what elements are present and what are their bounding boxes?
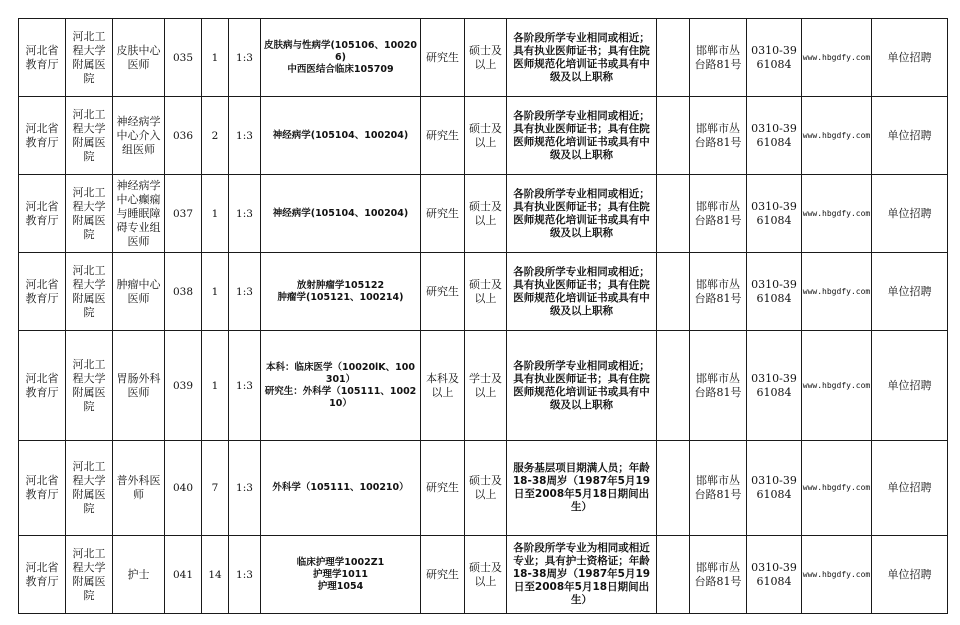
cell-address: 邯郸市丛台路81号 <box>690 253 747 331</box>
cell-department: 河北省教育厅 <box>19 536 66 614</box>
cell-exam-ratio: 1:3 <box>229 331 261 441</box>
cell-note <box>657 253 690 331</box>
cell-address: 邯郸市丛台路81号 <box>690 331 747 441</box>
cell-note <box>657 331 690 441</box>
recruitment-sheet <box>18 18 947 614</box>
cell-position: 皮肤中心医师 <box>113 19 165 97</box>
cell-department: 河北省教育厅 <box>19 97 66 175</box>
cell-position: 普外科医师 <box>113 441 165 536</box>
cell-unit: 河北工程大学附属医院 <box>66 441 113 536</box>
table-row <box>19 253 948 331</box>
cell-department: 河北省教育厅 <box>19 253 66 331</box>
cell-website: www.hbgdfy.com <box>802 331 872 441</box>
cell-education: 本科及以上 <box>421 331 465 441</box>
cell-major <box>261 253 421 331</box>
cell-position: 护士 <box>113 536 165 614</box>
cell-note <box>657 536 690 614</box>
recruitment-table <box>18 18 948 614</box>
cell-note <box>657 97 690 175</box>
cell-hire-count: 14 <box>202 536 229 614</box>
cell-education: 研究生 <box>421 19 465 97</box>
cell-requirements: 各阶段所学专业相同或相近；具有执业医师证书；具有住院医师规范化培训证书或具有中级及以上职称 <box>507 253 657 331</box>
cell-address: 邯郸市丛台路81号 <box>690 441 747 536</box>
cell-education: 研究生 <box>421 536 465 614</box>
cell-note <box>657 441 690 536</box>
major-line: 神经病学(105104、100204) <box>272 129 409 141</box>
cell-requirements: 服务基层项目期满人员；年龄18-38周岁（1987年5月19日至2008年5月18日期间出生） <box>507 441 657 536</box>
cell-phone: 0310-3961084 <box>747 175 802 253</box>
cell-unit: 河北工程大学附属医院 <box>66 97 113 175</box>
table-row <box>19 441 948 536</box>
cell-hire-count: 7 <box>202 441 229 536</box>
cell-hire-count: 1 <box>202 175 229 253</box>
cell-position-code: 035 <box>165 19 202 97</box>
cell-department: 河北省教育厅 <box>19 19 66 97</box>
major-line: 护理学1011 <box>313 568 368 580</box>
table-row <box>19 175 948 253</box>
cell-position-code: 039 <box>165 331 202 441</box>
major-line: 临床护理学1002Z1 <box>296 556 385 568</box>
table-row <box>19 19 948 97</box>
major-line: 外科学（105111、100210） <box>272 482 409 493</box>
cell-recruit-type: 单位招聘 <box>872 175 948 253</box>
cell-degree: 硕士及以上 <box>465 175 507 253</box>
cell-unit: 河北工程大学附属医院 <box>66 331 113 441</box>
cell-department: 河北省教育厅 <box>19 441 66 536</box>
cell-website: www.hbgdfy.com <box>802 19 872 97</box>
cell-exam-ratio: 1:3 <box>229 175 261 253</box>
table-row <box>19 331 948 441</box>
cell-unit: 河北工程大学附属医院 <box>66 19 113 97</box>
cell-exam-ratio: 1:3 <box>229 19 261 97</box>
cell-major <box>261 19 421 97</box>
cell-address: 邯郸市丛台路81号 <box>690 97 747 175</box>
major-line: 中西医结合临床105709 <box>287 63 394 75</box>
cell-major <box>261 536 421 614</box>
cell-unit: 河北工程大学附属医院 <box>66 536 113 614</box>
cell-hire-count: 1 <box>202 331 229 441</box>
cell-degree: 硕士及以上 <box>465 536 507 614</box>
cell-position: 胃肠外科医师 <box>113 331 165 441</box>
cell-education: 研究生 <box>421 441 465 536</box>
cell-recruit-type: 单位招聘 <box>872 97 948 175</box>
cell-note <box>657 175 690 253</box>
cell-hire-count: 2 <box>202 97 229 175</box>
cell-hire-count: 1 <box>202 19 229 97</box>
cell-major <box>261 331 421 441</box>
cell-phone: 0310-3961084 <box>747 441 802 536</box>
cell-address: 邯郸市丛台路81号 <box>690 19 747 97</box>
cell-degree: 硕士及以上 <box>465 253 507 331</box>
cell-position-code: 036 <box>165 97 202 175</box>
cell-major <box>261 175 421 253</box>
cell-phone: 0310-3961084 <box>747 536 802 614</box>
cell-position-code: 041 <box>165 536 202 614</box>
cell-position: 神经病学中心癫痫与睡眠障碍专业组医师 <box>113 175 165 253</box>
table-row <box>19 97 948 175</box>
major-line: 皮肤病与性病学(105106、100206) <box>263 39 418 63</box>
cell-hire-count: 1 <box>202 253 229 331</box>
major-line: 护理1054 <box>317 580 364 592</box>
cell-website: www.hbgdfy.com <box>802 536 872 614</box>
cell-position-code: 037 <box>165 175 202 253</box>
major-line: 放射肿瘤学105122 <box>296 279 385 291</box>
table-body <box>19 19 948 614</box>
major-line: 研究生：外科学（105111、100210） <box>264 385 417 409</box>
cell-position: 肿瘤中心医师 <box>113 253 165 331</box>
cell-position: 神经病学中心介入组医师 <box>113 97 165 175</box>
cell-education: 研究生 <box>421 253 465 331</box>
cell-phone: 0310-3961084 <box>747 19 802 97</box>
cell-recruit-type: 单位招聘 <box>872 331 948 441</box>
cell-position-code: 040 <box>165 441 202 536</box>
cell-department: 河北省教育厅 <box>19 175 66 253</box>
cell-recruit-type: 单位招聘 <box>872 441 948 536</box>
cell-phone: 0310-3961084 <box>747 331 802 441</box>
cell-degree: 硕士及以上 <box>465 441 507 536</box>
cell-degree: 硕士及以上 <box>465 19 507 97</box>
major-line: 本科：临床医学（10020lK、100301） <box>266 361 415 385</box>
cell-website: www.hbgdfy.com <box>802 253 872 331</box>
cell-position-code: 038 <box>165 253 202 331</box>
cell-exam-ratio: 1:3 <box>229 441 261 536</box>
cell-address: 邯郸市丛台路81号 <box>690 536 747 614</box>
cell-website: www.hbgdfy.com <box>802 441 872 536</box>
cell-requirements: 各阶段所学专业相同或相近；具有执业医师证书；具有住院医师规范化培训证书或具有中级及以上职称 <box>507 19 657 97</box>
cell-degree: 硕士及以上 <box>465 97 507 175</box>
cell-unit: 河北工程大学附属医院 <box>66 253 113 331</box>
cell-degree: 学士及以上 <box>465 331 507 441</box>
cell-exam-ratio: 1:3 <box>229 536 261 614</box>
cell-recruit-type: 单位招聘 <box>872 253 948 331</box>
cell-phone: 0310-3961084 <box>747 253 802 331</box>
cell-department: 河北省教育厅 <box>19 331 66 441</box>
cell-exam-ratio: 1:3 <box>229 97 261 175</box>
cell-phone: 0310-3961084 <box>747 97 802 175</box>
table-row <box>19 536 948 614</box>
cell-education: 研究生 <box>421 175 465 253</box>
cell-requirements: 各阶段所学专业相同或相近；具有执业医师证书；具有住院医师规范化培训证书或具有中级及以上职称 <box>507 331 657 441</box>
cell-major <box>261 441 421 536</box>
cell-website: www.hbgdfy.com <box>802 175 872 253</box>
cell-requirements: 各阶段所学专业相同或相近；具有执业医师证书；具有住院医师规范化培训证书或具有中级及以上职称 <box>507 175 657 253</box>
cell-requirements: 各阶段所学专业为相同或相近专业；具有护士资格证；年龄18-38周岁（1987年5月19日至2008年5月18日期间出生） <box>507 536 657 614</box>
cell-major <box>261 97 421 175</box>
cell-address: 邯郸市丛台路81号 <box>690 175 747 253</box>
cell-website: www.hbgdfy.com <box>802 97 872 175</box>
major-line: 肿瘤学(105121、100214) <box>277 291 404 303</box>
cell-recruit-type: 单位招聘 <box>872 536 948 614</box>
cell-recruit-type: 单位招聘 <box>872 19 948 97</box>
cell-exam-ratio: 1:3 <box>229 253 261 331</box>
cell-education: 研究生 <box>421 97 465 175</box>
major-line: 神经病学(105104、100204) <box>272 207 409 219</box>
cell-unit: 河北工程大学附属医院 <box>66 175 113 253</box>
cell-requirements: 各阶段所学专业相同或相近；具有执业医师证书；具有住院医师规范化培训证书或具有中级及以上职称 <box>507 97 657 175</box>
cell-note <box>657 19 690 97</box>
